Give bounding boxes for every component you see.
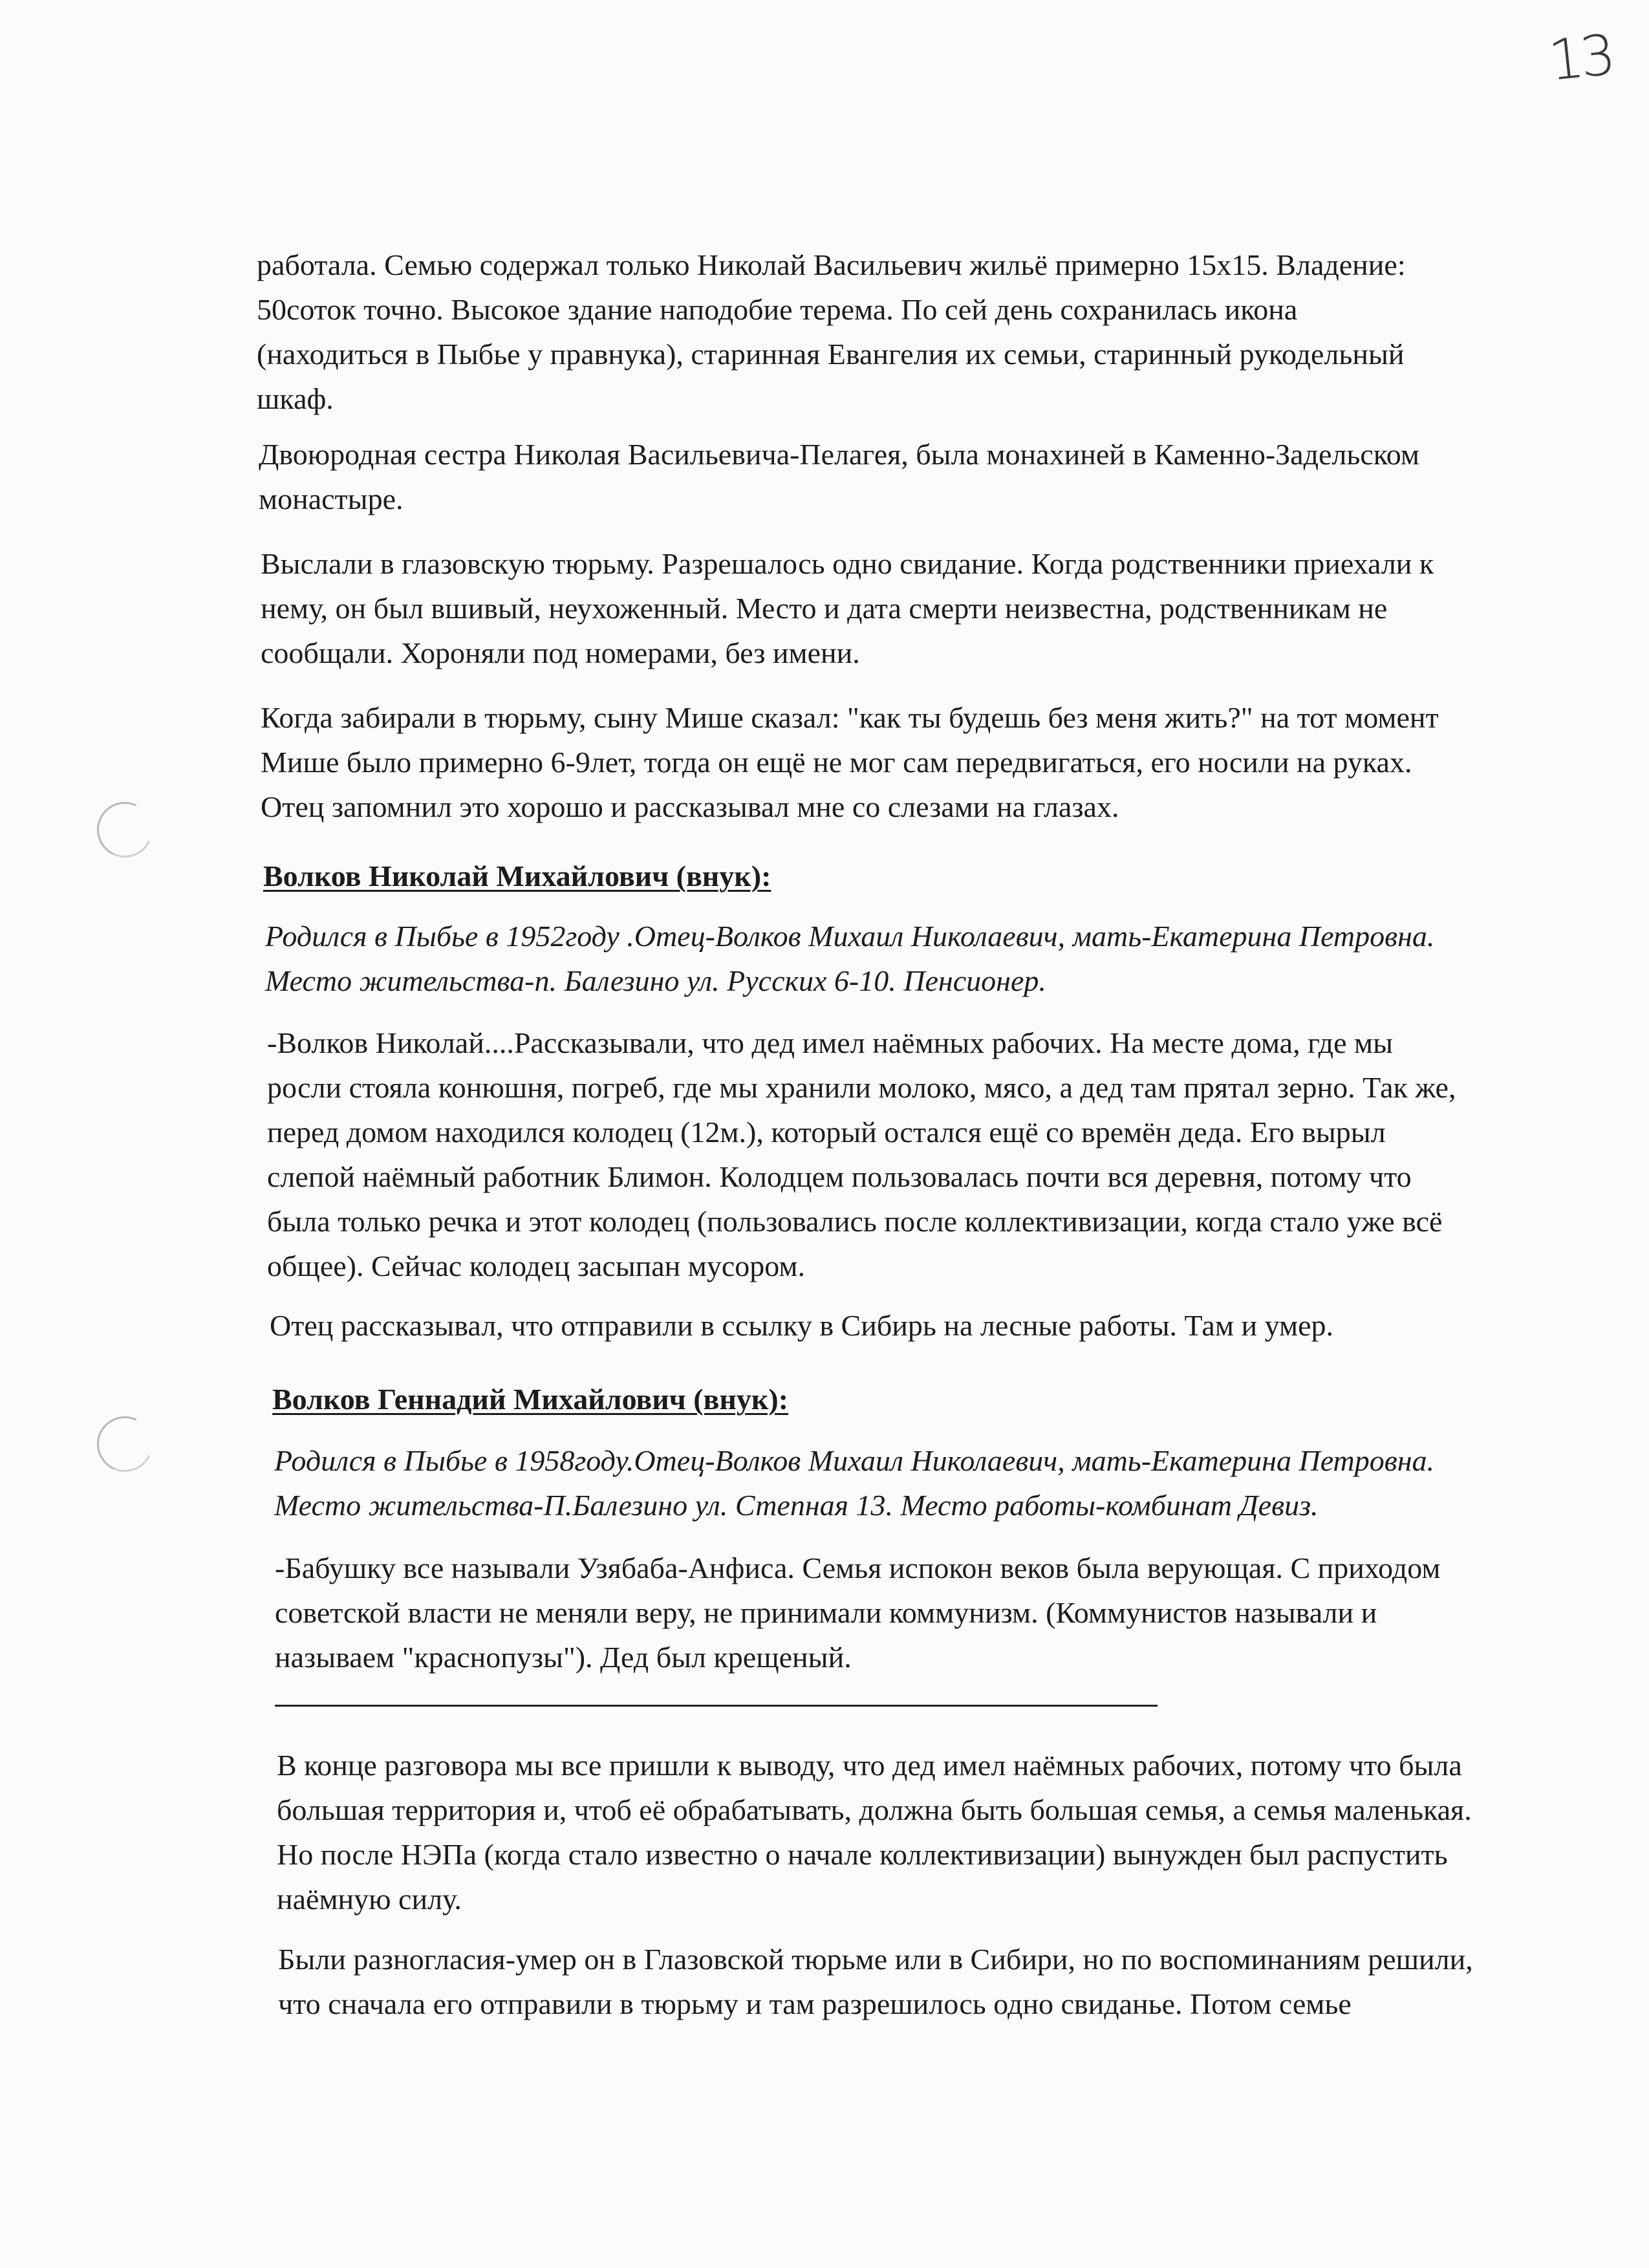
- text-line: Место жительства-П.Балезино ул. Степная 13. Место работы-комбинат Девиз.: [274, 1489, 1319, 1522]
- text-line: сообщали. Хороняли под номерами, без имени.: [261, 636, 860, 669]
- text-line: Мише было примерно 6-9лет, тогда он ещё не мог сам передвигаться, его носили на руках.: [261, 746, 1412, 779]
- paragraph-exile: [270, 1303, 1557, 1348]
- text-line: работала. Семью содержал только Николай Васильевич жильё примерно 15х15. Владение:: [257, 248, 1406, 281]
- text-line: (находиться в Пыбье у правнука), старинная Евангелия их семьи, старинный рукодельный: [257, 338, 1405, 371]
- text-line: Родился в Пыбье в 1952году .Отец-Волков Михаил Николаевич, мать-Екатерина Петровна.: [265, 920, 1435, 953]
- text-line: Родился в Пыбье в 1958году.Отец-Волков Михаил Николаевич, мать-Екатерина Петровна.: [274, 1444, 1435, 1477]
- text-line: Были разногласия-умер он в Глазовской тюрьме или в Сибири, но по воспоминаниям решили,: [278, 1943, 1473, 1976]
- paragraph-conclusion: [277, 1743, 1564, 1921]
- paragraph-cousin: [259, 432, 1546, 521]
- text-line: наёмную силу.: [277, 1883, 462, 1916]
- text-line: была только речка и этот колодец (пользовались после коллективизации, когда стало уже всё: [267, 1205, 1443, 1238]
- text-line: общее). Сейчас колодец засыпан мусором.: [267, 1249, 806, 1282]
- text-line: Выслали в глазовскую тюрьму. Разрешалось одно свидание. Когда родственники приехали к: [261, 547, 1434, 580]
- text-line: слепой наёмный работник Блимон. Колодцем пользовалась почти вся деревня, потому что: [267, 1160, 1412, 1193]
- text-line: 50соток точно. Высокое здание наподобие терема. По сей день сохранилась икона: [257, 293, 1298, 326]
- text-line: называем "краснопузы"). Дед был крещеный.: [275, 1641, 852, 1674]
- text-line: шкаф.: [257, 382, 334, 415]
- heading-text: Волков Геннадий Михайлович (внук):: [272, 1383, 789, 1416]
- page-number: 13: [1546, 23, 1615, 94]
- text-line: Двоюродная сестра Николая Васильевича-Пелагея, была монахиней в Каменно-Задельском: [259, 438, 1420, 471]
- text-line: -Волков Николай....Рассказывали, что дед имел наёмных рабочих. На месте дома, где мы: [267, 1026, 1394, 1059]
- bio-gennadiy: [274, 1438, 1561, 1528]
- punch-hole: [89, 1409, 160, 1480]
- text-line: Отец запомнил это хорошо и рассказывал мне со слезами на глазах.: [261, 790, 1119, 823]
- text-line: советской власти не меняли веру, не принимали коммунизм. (Коммунистов называли и: [275, 1596, 1377, 1629]
- text-line: что сначала его отправили в тюрьму и там разрешилось одно свиданье. Потом семье: [278, 1987, 1352, 2020]
- paragraph-household: [257, 243, 1544, 421]
- paragraph-nikolai-story: [267, 1021, 1554, 1288]
- text-line: монастыре.: [259, 482, 404, 515]
- text-line: -Бабушку все называли Узябаба-Анфиса. Семья испокон веков была верующая. С приходом: [275, 1551, 1441, 1584]
- text-line: большая территория и, чтоб её обрабатывать, должна быть большая семья, а семья маленькая.: [277, 1793, 1472, 1826]
- paragraph-prison: [261, 541, 1547, 675]
- heading-text: Волков Николай Михайлович (внук):: [263, 859, 771, 892]
- heading-nikolai: [263, 854, 1550, 898]
- text-line: Место жительства-п. Балезино ул. Русских 6-10. Пенсионер.: [265, 964, 1046, 997]
- text-line: нему, он был вшивый, неухоженный. Место и дата смерти неизвестна, родственникам не: [261, 592, 1388, 625]
- text-line: Но после НЭПа (когда стало известно о начале коллективизации) вынужден был распустить: [277, 1838, 1448, 1871]
- text-line: В конце разговора мы все пришли к выводу, что дед имел наёмных рабочих, потому что была: [277, 1749, 1462, 1782]
- punch-hole: [89, 794, 160, 865]
- text-line: перед домом находился колодец (12м.), который остался ещё со времён деда. Его вырыл: [267, 1116, 1386, 1149]
- horizontal-rule: [275, 1705, 1158, 1707]
- text-line: росли стояла конюшня, погреб, где мы хранили молоко, мясо, а дед там прятал зерно. Так же,: [267, 1071, 1456, 1104]
- heading-gennadiy: [272, 1377, 1559, 1421]
- text-line: Когда забирали в тюрьму, сыну Мише сказал: "как ты будешь без меня жить?" на тот момент: [261, 701, 1439, 734]
- paragraph-gennadiy-story: [275, 1546, 1562, 1679]
- paragraph-disagreement: [278, 1937, 1565, 2026]
- bio-nikolai: [265, 914, 1552, 1003]
- paragraph-arrest: [261, 695, 1547, 829]
- text-line: Отец рассказывал, что отправили в ссылку в Сибирь на лесные работы. Там и умер.: [270, 1309, 1333, 1342]
